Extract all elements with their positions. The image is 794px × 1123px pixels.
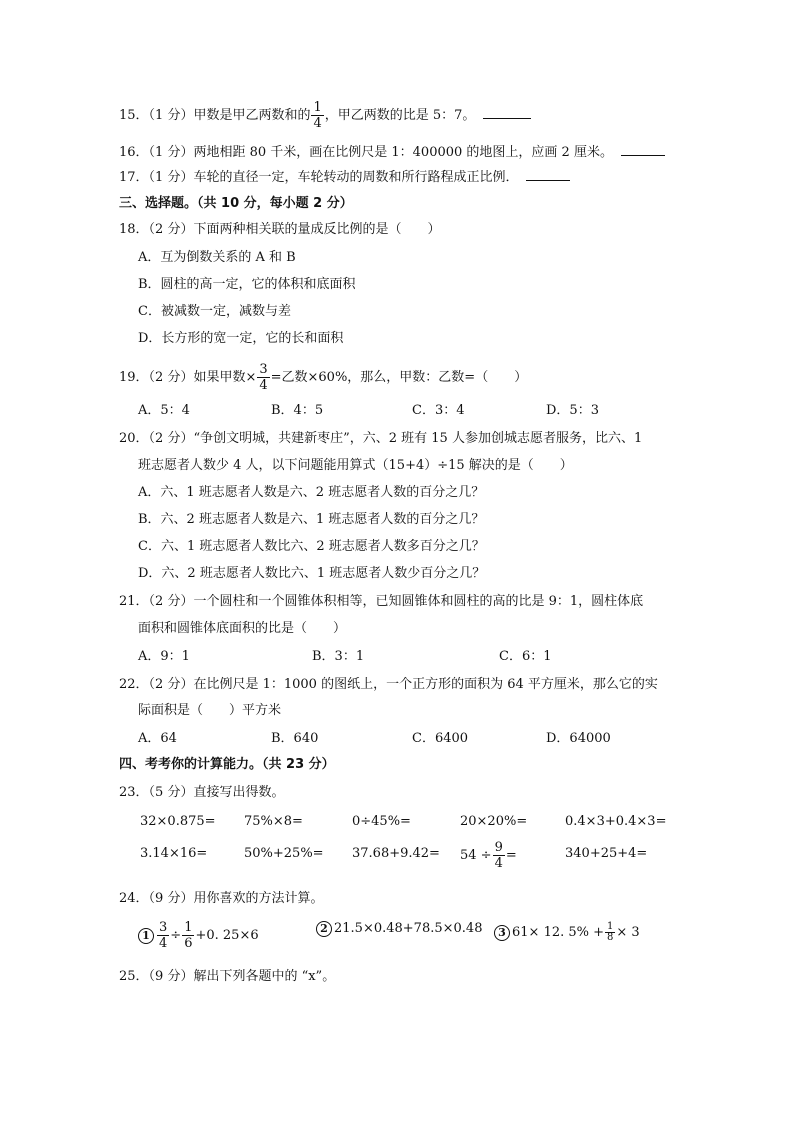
q22-option-b[interactable]: B．640 — [271, 731, 319, 746]
q23-item-5: 0.4×3+0.4×3= — [565, 814, 667, 829]
question-19-stem: 19．（2 分）如果甲数× $\frac{3}{4}$ =乙数×60%，那么，甲数：乙数=（ ） — [119, 362, 528, 393]
question-22-line-2: 际面积是（ ）平方米 — [138, 703, 282, 718]
q16-answer-blank[interactable] — [621, 143, 665, 156]
q23-item-9: 54 ÷ $\frac{9}{4}$ = — [460, 840, 517, 871]
q24-problem-3: 3 61× 12. 5% + $\frac{1}{8}$ × 3 — [494, 922, 640, 943]
q15-answer-blank[interactable] — [483, 106, 531, 119]
question-15 — [119, 100, 531, 131]
question-17: 17．（1 分）车轮的直径一定，车轮转动的周数和所行路程成正比例． — [119, 168, 570, 187]
q23-item-7: 50%+25%= — [244, 846, 324, 861]
q22-option-a[interactable]: A．64 — [138, 731, 177, 746]
q24-problem-2: 2 21.5×0.48+78.5×0.48 — [316, 920, 482, 938]
q23-item-9-fraction: $\frac{9}{4}$ — [494, 840, 503, 871]
q20-option-a[interactable]: A．六、1 班志愿者人数是六、2 班志愿者人数的百分之几？ — [138, 485, 485, 500]
q21-option-b[interactable]: B．3：1 — [312, 649, 365, 664]
q18-option-c[interactable]: C．被减数一定，减数与差 — [138, 304, 291, 319]
circled-number-icon: 1 — [138, 928, 154, 944]
q23-item-3: 0÷45%= — [352, 814, 411, 829]
q19-option-b[interactable]: B．4：5 — [271, 403, 324, 418]
q19-option-c[interactable]: C．3：4 — [412, 403, 465, 418]
q22-option-c[interactable]: C．6400 — [412, 731, 469, 746]
q15-text-a: 15．（1 分）甲数是甲乙两数和的 — [119, 108, 311, 123]
q17-answer-blank[interactable] — [526, 168, 570, 181]
q23-item-6: 3.14×16= — [140, 846, 208, 861]
q23-item-4: 20×20%= — [460, 814, 528, 829]
question-22-line-1: 22．（2 分）在比例尺是 1：1000 的图纸上，一个正方形的面积为 64 平方厘米，那么它的实 — [119, 677, 658, 692]
question-20-line-1: 20．（2 分）“争创文明城，共建新枣庄”，六、2 班有 15 人参加创城志愿者服务，比六、1 — [119, 431, 643, 446]
q20-option-b[interactable]: B．六、2 班志愿者人数是六、1 班志愿者人数的百分之几？ — [138, 512, 485, 527]
q18-option-b[interactable]: B．圆柱的高一定，它的体积和底面积 — [138, 277, 356, 292]
question-21-line-2: 面积和圆锥体底面积的比是（ ） — [138, 621, 347, 636]
question-16: 16．（1 分）两地相距 80 千米，画在比例尺是 1：400000 的地图上，应画 2 厘米。 — [119, 143, 665, 162]
question-18-stem: 18．（2 分）下面两种相关联的量成反比例的是（ ） — [119, 222, 441, 237]
section-3-heading: 三、选择题。（共 10 分，每小题 2 分） — [119, 196, 353, 211]
q20-option-c[interactable]: C．六、1 班志愿者人数比六、2 班志愿者人数多百分之几？ — [138, 539, 485, 554]
q21-option-a[interactable]: A．9：1 — [138, 649, 190, 664]
q23-item-10: 340+25+4= — [565, 846, 648, 861]
q22-option-d[interactable]: D．64000 — [546, 731, 611, 746]
question-23-stem: 23．（5 分）直接写出得数。 — [119, 785, 285, 800]
circled-number-icon: 2 — [316, 921, 332, 937]
q15-text-b: ，甲乙两数的比是 5：7。 — [324, 108, 476, 123]
q23-item-1: 32×0.875= — [140, 814, 216, 829]
q18-option-a[interactable]: A．互为倒数关系的 A 和 B — [138, 250, 296, 265]
q21-option-c[interactable]: C．6：1 — [499, 649, 552, 664]
question-25: 25．（9 分）解出下列各题中的 “x”。 — [119, 969, 336, 984]
q23-item-2: 75%×8= — [244, 814, 303, 829]
section-4-heading: 四、考考你的计算能力。（共 23 分） — [119, 757, 335, 772]
question-21-line-1: 21．（2 分）一个圆柱和一个圆锥体积相等，已知圆锥体和圆柱的高的比是 9：1，圆柱体底 — [119, 594, 644, 609]
q20-option-d[interactable]: D．六、2 班志愿者人数比六、1 班志愿者人数少百分之几？ — [138, 566, 486, 581]
q15-fraction: $\frac{1}{4}$ — [313, 100, 322, 131]
q19-fraction: $\frac{3}{4}$ — [259, 362, 268, 393]
q19-option-a[interactable]: A．5：4 — [138, 403, 190, 418]
q19-option-d[interactable]: D．5：3 — [546, 403, 599, 418]
q23-item-8: 37.68+9.42= — [352, 846, 440, 861]
circled-number-icon: 3 — [494, 925, 510, 941]
q24-problem-1: 1 $\frac{3}{4}$ ÷ $\frac{1}{6}$ +0. 25×6 — [138, 920, 259, 951]
question-24-stem: 24．（9 分）用你喜欢的方法计算。 — [119, 891, 324, 906]
question-20-line-2: 班志愿者人数少 4 人，以下问题能用算式（15+4）÷15 解决的是（ ） — [138, 458, 573, 473]
q18-option-d[interactable]: D．长方形的宽一定，它的长和面积 — [138, 331, 344, 346]
